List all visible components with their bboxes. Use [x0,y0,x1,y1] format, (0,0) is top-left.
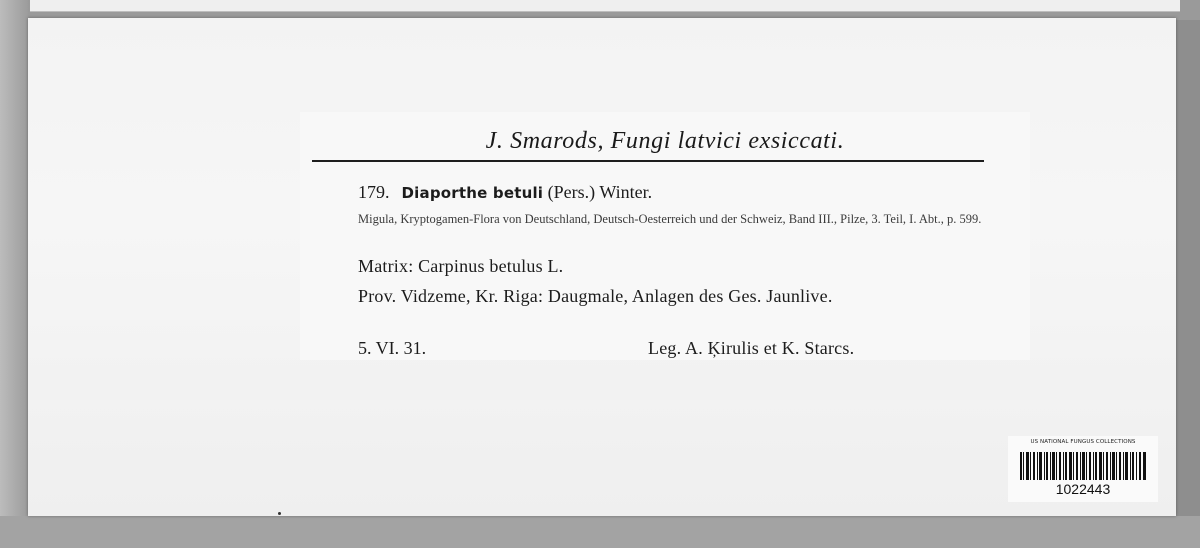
species-authority: (Pers.) Winter. [547,182,653,202]
species-line [358,182,652,203]
barcode-label [1008,436,1158,502]
specimen-label [300,112,1030,360]
exsiccata-number: 179. [358,182,390,202]
barcode-caption: US NATIONAL FUNGUS COLLECTIONS [1030,439,1136,445]
bottom-background-strip [0,516,1200,548]
matrix-host: Matrix: Carpinus betulus L. [358,256,564,276]
label-title: J. Smarods, Fungi latvici exsiccati. [485,128,845,154]
title-rule [312,160,984,162]
barcode-icon [1020,452,1146,480]
pin-mark [278,512,281,515]
collectors: Leg. A. Ķirulis et K. Starcs. [648,338,855,358]
locality: Prov. Vidzeme, Kr. Riga: Daugmale, Anlagen des Ges. Jaunlive. [358,286,833,306]
collection-date: 5. VI. 31. [358,338,427,358]
barcode-number: 1022443 [1055,481,1111,497]
left-background-edge [0,0,28,548]
top-paper-edge [30,0,1180,12]
literature-reference: Migula, Kryptogamen-Flora von Deutschland, Deutsch-Oesterreich und der Schweiz, Band III., Pilze, 3. Teil, I. Abt., p. 599. [358,212,982,226]
species-name: Diaporthe betuli [401,184,544,202]
